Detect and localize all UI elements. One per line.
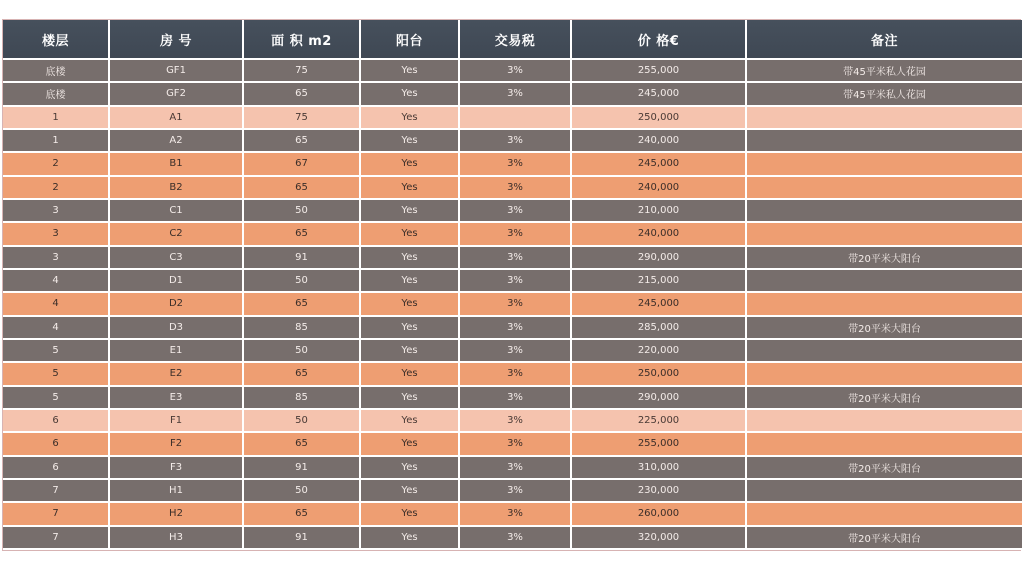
cell-tax: 3% xyxy=(460,503,572,526)
cell-balcony: Yes xyxy=(361,387,460,410)
cell-floor: 4 xyxy=(3,317,110,340)
cell-unit: D1 xyxy=(110,270,244,293)
cell-notes xyxy=(747,410,1022,433)
cell-notes xyxy=(747,107,1022,130)
cell-unit: A1 xyxy=(110,107,244,130)
cell-balcony: Yes xyxy=(361,247,460,270)
cell-unit: F3 xyxy=(110,457,244,480)
cell-floor: 4 xyxy=(3,293,110,316)
cell-floor: 3 xyxy=(3,223,110,246)
table-row xyxy=(3,223,1022,246)
cell-tax: 3% xyxy=(460,527,572,550)
cell-price: 320,000 xyxy=(572,527,747,550)
cell-unit: B2 xyxy=(110,177,244,200)
cell-unit: F2 xyxy=(110,433,244,456)
table-row xyxy=(3,340,1022,363)
cell-price: 290,000 xyxy=(572,387,747,410)
cell-area: 65 xyxy=(244,130,361,153)
cell-price: 245,000 xyxy=(572,293,747,316)
cell-unit: B1 xyxy=(110,153,244,176)
table-body xyxy=(3,60,1022,550)
cell-unit: D2 xyxy=(110,293,244,316)
cell-balcony: Yes xyxy=(361,293,460,316)
cell-price: 245,000 xyxy=(572,153,747,176)
cell-area: 50 xyxy=(244,200,361,223)
cell-area: 67 xyxy=(244,153,361,176)
table-row xyxy=(3,60,1022,83)
cell-balcony: Yes xyxy=(361,317,460,340)
table-row xyxy=(3,410,1022,433)
cell-floor: 6 xyxy=(3,433,110,456)
table-row xyxy=(3,130,1022,153)
cell-balcony: Yes xyxy=(361,433,460,456)
cell-price: 250,000 xyxy=(572,363,747,386)
header-balcony: 阳台 xyxy=(361,20,460,60)
cell-area: 85 xyxy=(244,317,361,340)
cell-notes: 带20平米大阳台 xyxy=(747,387,1022,410)
cell-area: 65 xyxy=(244,83,361,106)
cell-area: 75 xyxy=(244,60,361,83)
cell-area: 65 xyxy=(244,433,361,456)
cell-price: 240,000 xyxy=(572,177,747,200)
cell-price: 260,000 xyxy=(572,503,747,526)
cell-unit: D3 xyxy=(110,317,244,340)
cell-notes xyxy=(747,177,1022,200)
table-row xyxy=(3,293,1022,316)
cell-balcony: Yes xyxy=(361,60,460,83)
cell-area: 65 xyxy=(244,223,361,246)
cell-notes xyxy=(747,480,1022,503)
cell-price: 290,000 xyxy=(572,247,747,270)
cell-notes xyxy=(747,433,1022,456)
cell-balcony: Yes xyxy=(361,340,460,363)
cell-price: 225,000 xyxy=(572,410,747,433)
cell-notes: 带45平米私人花园 xyxy=(747,83,1022,106)
cell-tax: 3% xyxy=(460,153,572,176)
cell-notes xyxy=(747,293,1022,316)
cell-price: 245,000 xyxy=(572,83,747,106)
cell-balcony: Yes xyxy=(361,177,460,200)
cell-tax: 3% xyxy=(460,387,572,410)
cell-price: 215,000 xyxy=(572,270,747,293)
cell-unit: H1 xyxy=(110,480,244,503)
cell-balcony: Yes xyxy=(361,153,460,176)
cell-area: 85 xyxy=(244,387,361,410)
cell-area: 91 xyxy=(244,527,361,550)
cell-floor: 4 xyxy=(3,270,110,293)
cell-balcony: Yes xyxy=(361,83,460,106)
cell-notes: 带20平米大阳台 xyxy=(747,247,1022,270)
table-row xyxy=(3,177,1022,200)
cell-unit: A2 xyxy=(110,130,244,153)
cell-floor: 1 xyxy=(3,107,110,130)
cell-floor: 5 xyxy=(3,387,110,410)
table-row xyxy=(3,247,1022,270)
cell-balcony: Yes xyxy=(361,107,460,130)
cell-tax: 3% xyxy=(460,130,572,153)
cell-price: 210,000 xyxy=(572,200,747,223)
cell-floor: 2 xyxy=(3,177,110,200)
cell-area: 65 xyxy=(244,177,361,200)
cell-tax: 3% xyxy=(460,270,572,293)
table-row xyxy=(3,480,1022,503)
cell-unit: H2 xyxy=(110,503,244,526)
cell-area: 65 xyxy=(244,503,361,526)
cell-tax: 3% xyxy=(460,200,572,223)
table-row xyxy=(3,503,1022,526)
table-row xyxy=(3,153,1022,176)
cell-floor: 3 xyxy=(3,247,110,270)
cell-unit: GF1 xyxy=(110,60,244,83)
cell-notes xyxy=(747,503,1022,526)
table-row xyxy=(3,433,1022,456)
cell-floor: 底楼 xyxy=(3,83,110,106)
cell-notes: 带20平米大阳台 xyxy=(747,317,1022,340)
header-tax: 交易税 xyxy=(460,20,572,60)
cell-price: 310,000 xyxy=(572,457,747,480)
table-row xyxy=(3,200,1022,223)
cell-balcony: Yes xyxy=(361,527,460,550)
cell-tax: 3% xyxy=(460,363,572,386)
cell-notes xyxy=(747,153,1022,176)
cell-tax: 3% xyxy=(460,177,572,200)
cell-unit: H3 xyxy=(110,527,244,550)
cell-area: 75 xyxy=(244,107,361,130)
cell-unit: C1 xyxy=(110,200,244,223)
cell-notes: 带45平米私人花园 xyxy=(747,60,1022,83)
cell-area: 50 xyxy=(244,480,361,503)
cell-unit: GF2 xyxy=(110,83,244,106)
cell-area: 50 xyxy=(244,410,361,433)
table-row xyxy=(3,83,1022,106)
header-unit: 房 号 xyxy=(110,20,244,60)
cell-floor: 6 xyxy=(3,410,110,433)
cell-unit: E2 xyxy=(110,363,244,386)
cell-balcony: Yes xyxy=(361,130,460,153)
cell-price: 240,000 xyxy=(572,223,747,246)
cell-tax: 3% xyxy=(460,223,572,246)
cell-floor: 3 xyxy=(3,200,110,223)
cell-tax: 3% xyxy=(460,83,572,106)
cell-balcony: Yes xyxy=(361,410,460,433)
cell-notes xyxy=(747,200,1022,223)
cell-floor: 7 xyxy=(3,527,110,550)
cell-notes xyxy=(747,363,1022,386)
cell-unit: C3 xyxy=(110,247,244,270)
price-table xyxy=(3,20,1022,550)
cell-floor: 底楼 xyxy=(3,60,110,83)
cell-balcony: Yes xyxy=(361,200,460,223)
cell-tax: 3% xyxy=(460,457,572,480)
cell-area: 65 xyxy=(244,363,361,386)
cell-area: 91 xyxy=(244,457,361,480)
cell-notes: 带20平米大阳台 xyxy=(747,527,1022,550)
cell-area: 50 xyxy=(244,270,361,293)
cell-area: 91 xyxy=(244,247,361,270)
cell-price: 250,000 xyxy=(572,107,747,130)
cell-tax: 3% xyxy=(460,480,572,503)
cell-tax: 3% xyxy=(460,293,572,316)
price-table-container xyxy=(2,19,1021,551)
cell-notes: 带20平米大阳台 xyxy=(747,457,1022,480)
cell-balcony: Yes xyxy=(361,503,460,526)
cell-floor: 7 xyxy=(3,503,110,526)
cell-price: 240,000 xyxy=(572,130,747,153)
cell-area: 65 xyxy=(244,293,361,316)
table-row xyxy=(3,387,1022,410)
table-row xyxy=(3,107,1022,130)
table-row xyxy=(3,363,1022,386)
cell-price: 255,000 xyxy=(572,433,747,456)
cell-balcony: Yes xyxy=(361,223,460,246)
cell-floor: 2 xyxy=(3,153,110,176)
table-row xyxy=(3,270,1022,293)
table-row xyxy=(3,317,1022,340)
cell-price: 255,000 xyxy=(572,60,747,83)
cell-price: 285,000 xyxy=(572,317,747,340)
cell-tax: 3% xyxy=(460,340,572,363)
cell-floor: 5 xyxy=(3,363,110,386)
cell-unit: E3 xyxy=(110,387,244,410)
cell-notes xyxy=(747,270,1022,293)
cell-tax xyxy=(460,107,572,130)
table-row xyxy=(3,527,1022,550)
cell-unit: C2 xyxy=(110,223,244,246)
cell-tax: 3% xyxy=(460,410,572,433)
cell-floor: 1 xyxy=(3,130,110,153)
cell-floor: 7 xyxy=(3,480,110,503)
table-row xyxy=(3,457,1022,480)
cell-floor: 6 xyxy=(3,457,110,480)
cell-balcony: Yes xyxy=(361,270,460,293)
cell-price: 220,000 xyxy=(572,340,747,363)
cell-tax: 3% xyxy=(460,247,572,270)
header-row xyxy=(3,20,1022,60)
cell-floor: 5 xyxy=(3,340,110,363)
cell-unit: E1 xyxy=(110,340,244,363)
header-floor: 楼层 xyxy=(3,20,110,60)
cell-tax: 3% xyxy=(460,433,572,456)
cell-unit: F1 xyxy=(110,410,244,433)
cell-notes xyxy=(747,340,1022,363)
cell-area: 50 xyxy=(244,340,361,363)
header-notes: 备注 xyxy=(747,20,1022,60)
cell-notes xyxy=(747,130,1022,153)
cell-balcony: Yes xyxy=(361,480,460,503)
cell-balcony: Yes xyxy=(361,457,460,480)
cell-tax: 3% xyxy=(460,317,572,340)
cell-balcony: Yes xyxy=(361,363,460,386)
cell-price: 230,000 xyxy=(572,480,747,503)
header-price: 价 格€ xyxy=(572,20,747,60)
cell-notes xyxy=(747,223,1022,246)
cell-tax: 3% xyxy=(460,60,572,83)
header-area: 面 积 m2 xyxy=(244,20,361,60)
